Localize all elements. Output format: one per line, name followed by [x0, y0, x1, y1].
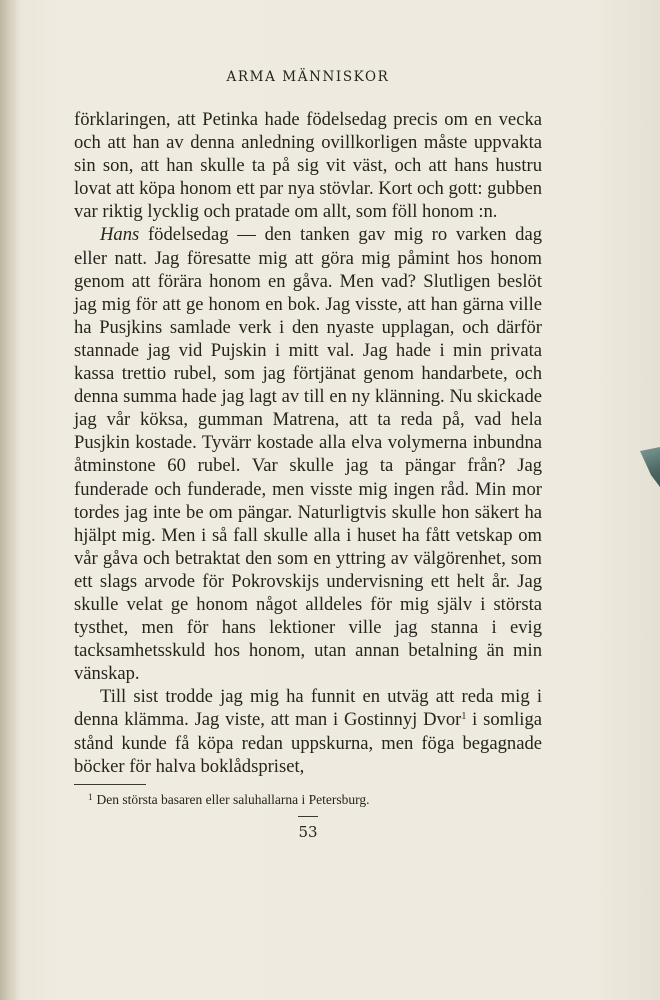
paragraph-3: [74, 685, 542, 777]
page-gutter-shadow: [0, 0, 18, 1000]
paragraph-2-text: födelsedag — den tanken gav mig ro varken dag eller natt. Jag föresatte mig att göra mig påmint hos honom genom att förära honom en gåva. Men vad? Slutligen beslöt jag mig för att ge honom en bok. Jag visste, att han gärna ville ha Pusjkins samlade verk i den nyaste upplagan, och därför stannade jag vid Pujskin i mitt val. Jag hade i min privata kassa trettio rubel, som jag förtjänat genom handarbete, och denna summa hade jag lagt av till en ny klänning. Nu skickade jag vår köksa, gumman Matrena, att ta reda på, vad hela Pusjkin kostade. Tyvärr kostade alla elva volymerna inbundna åtminstone 60 rubel. Var skulle jag ta pängar från? Jag funderade och funderade, men visste mig ingen råd. Min mor tordes jag inte be om pängar. Naturligtvis skulle hon säkert ha hjälpt mig. Men i så fall skulle alla i huset ha fått vetskap om vår gåva och betraktat den som en yttring av välgörenhet, som ett slags arvode för Pokrovskijs undervisning ett helt år. Jag skulle velat ge honom något alldeles för mig själv i största tysthet, men för hans lektioner ville jag stanna i evig tacksamhetsskuld hos honom, utan annan betalning än min vänskap.: [74, 224, 542, 685]
running-title: ARMA MÄNNISKOR: [226, 69, 390, 85]
page-marker-tab: [640, 447, 660, 487]
paragraph-3-text-a: Till sist trodde jag mig ha funnit en utväg att reda mig i denna klämma. Jag viste, att man i Gostinnyj Dvor: [74, 686, 542, 731]
footnote-text: Den största basaren eller saluhallarna i Petersburg.: [96, 791, 370, 807]
page-number: 53: [298, 822, 318, 841]
page-content: [74, 68, 542, 841]
footnote-marker: 1: [88, 791, 93, 802]
footnote-rule: [74, 784, 146, 785]
paragraph-2: [74, 223, 542, 685]
footnote-reference: 1: [461, 711, 467, 723]
footnote: [74, 791, 542, 808]
body-text: [74, 108, 542, 778]
paragraph-3-text-b: i somliga stånd kunde få köpa redan uppskurna, men föga begagnade böcker för halva boklådspriset,: [74, 709, 542, 777]
page-number-rule: [298, 816, 318, 817]
paragraph-1: förklaringen, att Petinka hade födelsedag precis om en vecka och att han av denna anledning ovillkorligen måste uppvakta sin son, att han skulle ta på sig vit väst, och att hans hustru lovat att köpa honom ett par nya stövlar. Kort och gott: gubben var riktig lycklig och pratade om allt, som föll honom :n.: [74, 109, 542, 223]
italic-lead-word: Hans: [100, 224, 140, 246]
